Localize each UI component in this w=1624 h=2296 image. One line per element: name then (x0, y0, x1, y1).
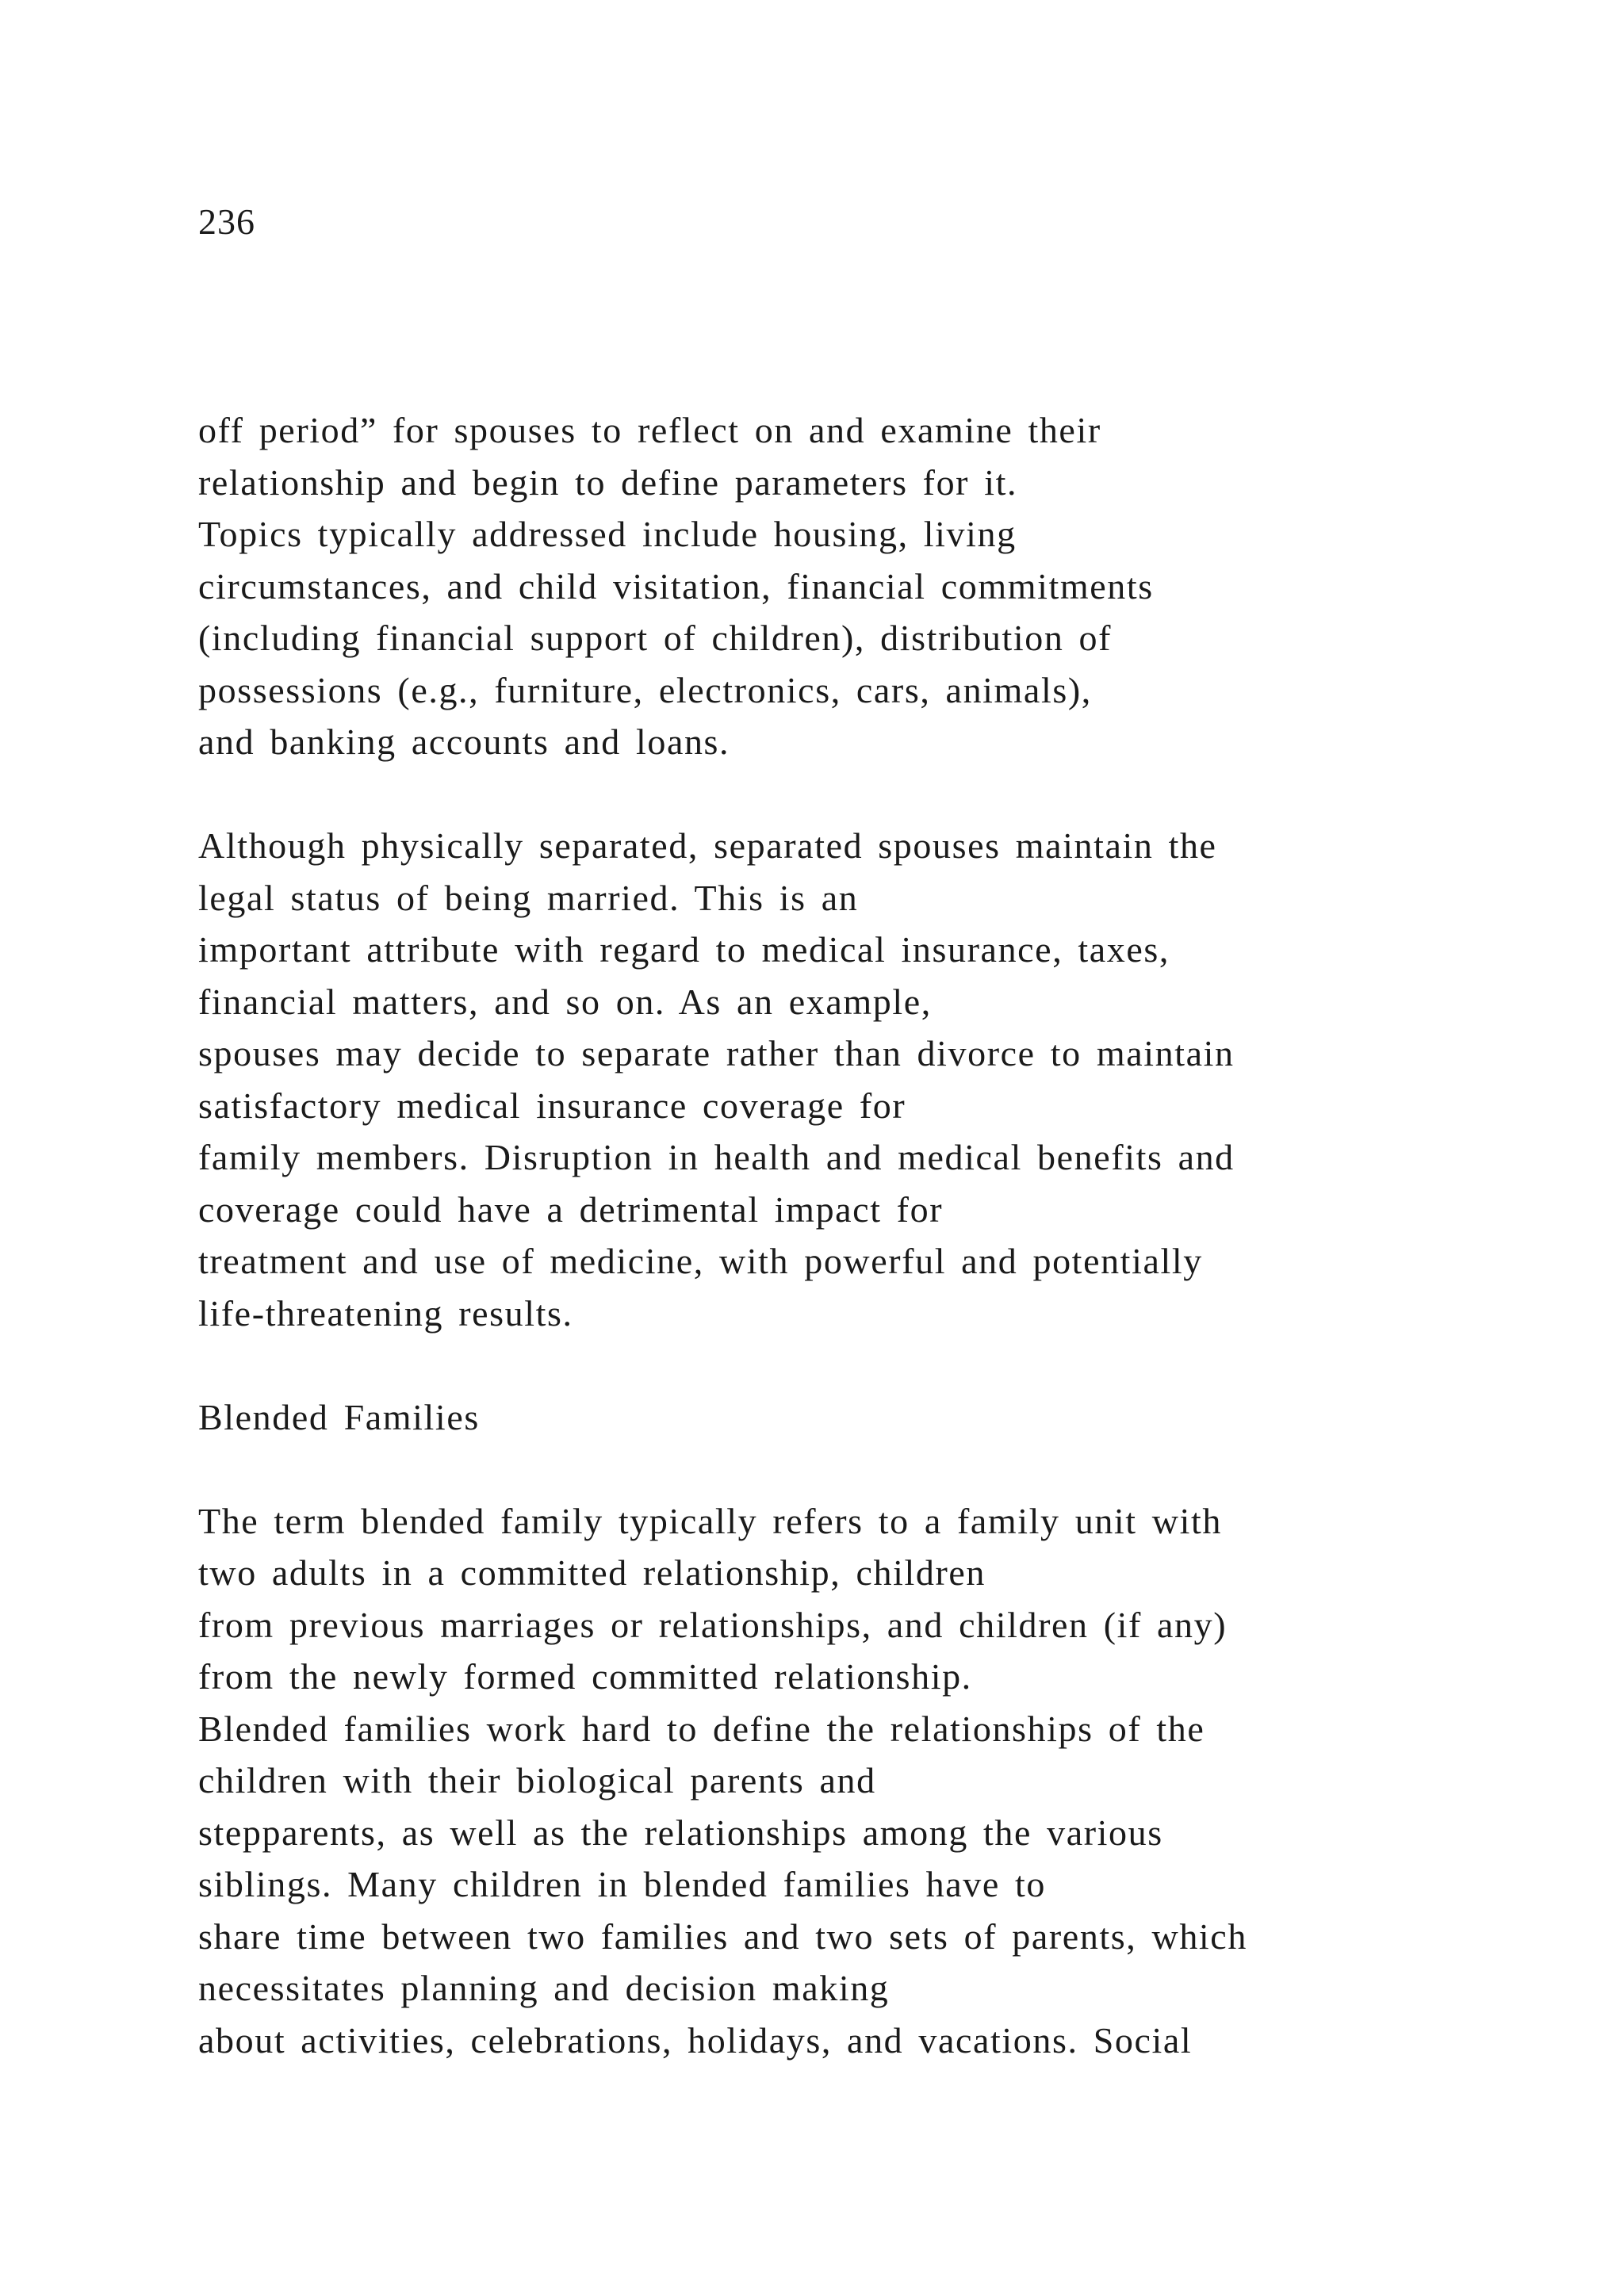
text-line: life-threatening results. (198, 1292, 573, 1334)
text-line: relationship and begin to define parameters for it. (198, 461, 1018, 503)
paragraph-gap (198, 1443, 1546, 1495)
text-line: Blended Families (198, 1396, 480, 1437)
text-line: The term blended family typically refers to a family unit with (198, 1500, 1222, 1541)
text-line: children with their biological parents and (198, 1760, 876, 1800)
text-line: stepparents, as well as the relationships among the various (198, 1812, 1163, 1853)
section-heading (198, 1391, 1546, 1444)
text-line: (including financial support of children), distribution of (198, 618, 1113, 658)
body-text (198, 404, 1546, 2066)
text-line: Although physically separated, separated spouses maintain the (198, 825, 1217, 866)
text-line: off period” for spouses to reflect on and examine their (198, 410, 1101, 450)
page-number: 236 (198, 201, 255, 242)
text-line: satisfactory medical insurance coverage for (198, 1085, 906, 1126)
text-line: from the newly formed committed relationship. (198, 1656, 972, 1697)
text-line: circumstances, and child visitation, financial commitments (198, 565, 1154, 607)
paragraph (198, 820, 1546, 1339)
text-line: financial matters, and so on. As an example, (198, 981, 932, 1022)
text-line: possessions (e.g., furniture, electronics, cars, animals), (198, 669, 1092, 710)
text-line: necessitates planning and decision making (198, 1968, 890, 2008)
text-line: and banking accounts and loans. (198, 721, 730, 762)
paragraph (198, 1495, 1546, 2067)
text-line: Blended families work hard to define the relationships of the (198, 1708, 1205, 1749)
paragraph-gap (198, 768, 1546, 821)
paragraph-gap (198, 1339, 1546, 1391)
text-line: treatment and use of medicine, with powerful and potentially (198, 1241, 1203, 1281)
paragraph (198, 404, 1546, 768)
text-line: family members. Disruption in health and medical benefits and (198, 1137, 1235, 1177)
text-line: spouses may decide to separate rather than divorce to maintain (198, 1033, 1235, 1073)
text-line: legal status of being married. This is an (198, 877, 859, 918)
text-line: important attribute with regard to medical insurance, taxes, (198, 929, 1170, 970)
text-line: Topics typically addressed include housing, living (198, 514, 1017, 554)
text-line: share time between two families and two sets of parents, which (198, 1915, 1247, 1957)
text-line: coverage could have a detrimental impact for (198, 1188, 944, 1230)
text-line: about activities, celebrations, holidays, and vacations. Social (198, 2019, 1193, 2061)
text-line: from previous marriages or relationships, and children (if any) (198, 1604, 1228, 1645)
text-line: siblings. Many children in blended families have to (198, 1864, 1046, 1904)
text-line: two adults in a committed relationship, children (198, 1552, 986, 1593)
